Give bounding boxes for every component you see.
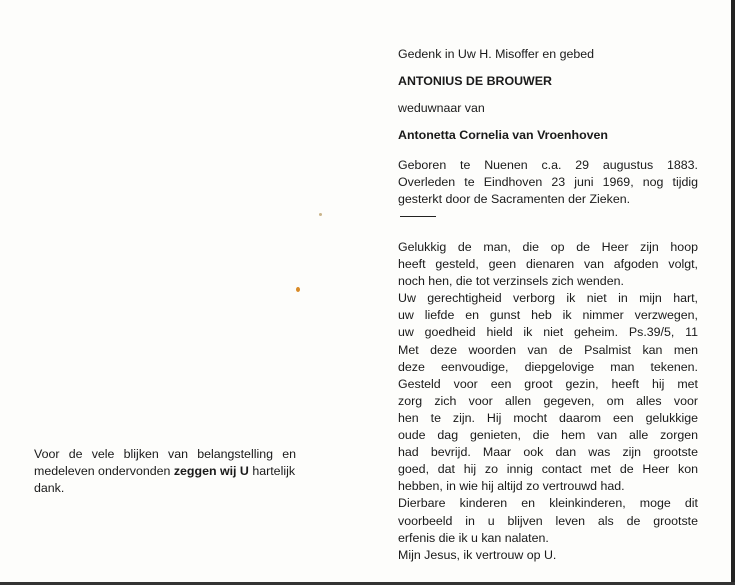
thanks-line: dank. bbox=[34, 481, 65, 495]
thanks-text bbox=[34, 446, 296, 497]
paper-speck bbox=[319, 213, 322, 216]
verse-line: voorbeeld in u blijven leven als de grootste bbox=[398, 513, 698, 528]
paper-speck bbox=[296, 287, 300, 292]
scan-edge-right bbox=[731, 0, 735, 585]
deceased-name: ANTONIUS DE BROUWER bbox=[398, 74, 552, 88]
verse-line: Gesteld voor een groot gezin, heeft hij met bbox=[398, 376, 698, 391]
verse-line: Met deze woorden van de Psalmist kan men bbox=[398, 342, 698, 357]
birth-line: Geboren te Nuenen c.a. 29 augustus 1883. bbox=[398, 158, 698, 172]
verse-line: had bevrijd. Maar ook dan was zijn grootste bbox=[398, 445, 698, 460]
verse-line: goed, dat hij zo innig contact met de Heer kon bbox=[398, 462, 698, 477]
verse-line: Uw gerechtigheid verborg ik niet in mijn hart, bbox=[398, 291, 698, 306]
verse-line: hebben, in wie hij altijd zo vertrouwd had. bbox=[398, 479, 625, 494]
verse-line: erfenis die ik u kan nalaten. bbox=[398, 530, 549, 545]
spouse-name: Antonetta Cornelia van Vroenhoven bbox=[398, 128, 608, 142]
verse-line: oude dag genieten, die hem van alle zorgen bbox=[398, 428, 698, 443]
verse-line: Dierbare kinderen en kleinkinderen, moge dit bbox=[398, 496, 698, 511]
thanks-text-pre: medeleven ondervonden bbox=[34, 464, 174, 478]
verse-line: hen te zijn. Hij mocht daarom een gelukkige bbox=[398, 410, 698, 425]
thanks-text-post: hartelijk bbox=[248, 464, 296, 478]
thanks-line bbox=[34, 463, 296, 480]
thanks-text-bold: zeggen wij U bbox=[173, 464, 249, 478]
memorial-text bbox=[398, 46, 698, 564]
verse-line: Gelukkig de man, die op de Heer zijn hoop bbox=[398, 240, 698, 254]
heading: Gedenk in Uw H. Misoffer en gebed bbox=[398, 47, 595, 61]
death-line: Overleden te Eindhoven 23 juni 1969, nog tijdig bbox=[398, 175, 698, 189]
verse-block bbox=[398, 239, 698, 564]
divider bbox=[400, 216, 436, 217]
thanks-line: Voor de vele blijken van belangstelling en bbox=[34, 447, 296, 461]
verse-line: zorg zich voor allen gegeven, om alles voor bbox=[398, 393, 698, 408]
verse-line: uw goedheid hield ik niet geheim. Ps.39/5, 11 bbox=[398, 325, 698, 340]
verse-line: uw liefde en gunst heb ik nimmer verzwegen, bbox=[398, 308, 698, 323]
life-dates bbox=[398, 157, 698, 208]
verse-line: deze eenvoudige, diepgelovige man tekenen. bbox=[398, 359, 698, 374]
sacrament-line: gesterkt door de Sacramenten der Zieken. bbox=[398, 192, 631, 206]
verse-line: heeft gesteld, geen dienaren van afgoden volgt, bbox=[398, 257, 698, 272]
relation: weduwnaar van bbox=[398, 101, 485, 115]
verse-line: Mijn Jesus, ik vertrouw op U. bbox=[398, 547, 557, 562]
verse-line: noch hen, die tot verzinsels zich wenden. bbox=[398, 274, 624, 289]
